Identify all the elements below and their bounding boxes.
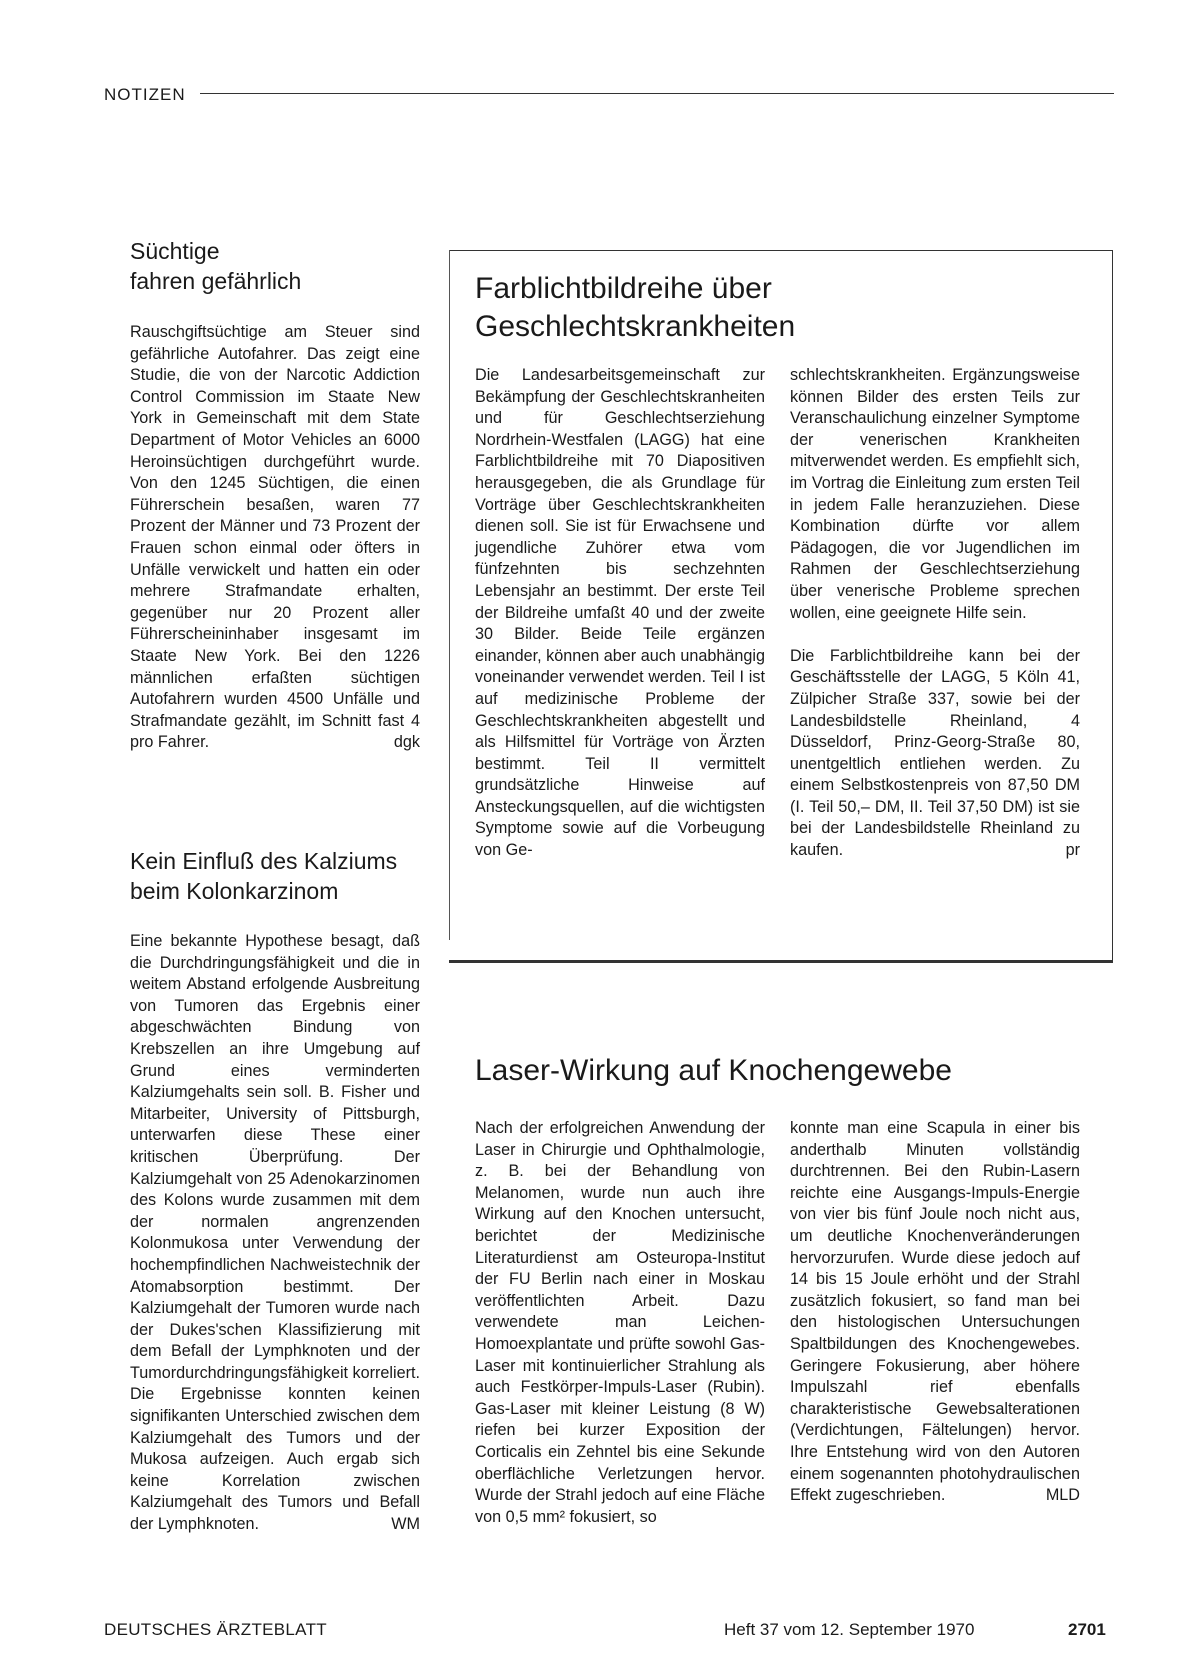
article-farblicht-title-2: Geschlechtskrankheiten <box>475 310 796 343</box>
article-suechtige-body: Rauschgiftsüchtige am Steuer sind gefährliche Autofahrer. Das zeigt eine Studie, die von der Narcotic Addiction Control Commission im Staate New York in Gemeinschaft mit dem State Department of Motor Vehicles an 6000 Heroinsüchtigen durchgeführt wurde. Von den 1245 Süchtigen, die einen Führerschein besaßen, waren 77 Prozent der Männer und 73 Prozent der Frauen schon einmal oder öfters in Unfälle verwickelt und hatten ein oder mehrere Strafmandate erhalten, gegenüber nur 20 Prozent aller Führerscheininhaber insgesamt im Staate New York. Bei den 1226 männlichen erfaßten süchtigen Autofahrern wurden 4500 Unfälle und Strafmandate gezählt, im Schnitt fast 4 pro Fahrer. <box>130 323 420 752</box>
article-kalzium <box>130 846 420 906</box>
article-laser-col2-text: konnte man eine Scapula in einer bis anderthalb Minuten vollständig durchtrennen. Bei den Rubin-Lasern reichte eine Ausgangs-Impuls-Energie von vier bis fünf Joule noch nicht aus, um deutliche Knochenveränderungen hervorzurufen. Wurde diese jedoch auf 14 bis 15 Joule erhöht und der Strahl zusätzlich fokusiert, so fand man bei den histologischen Untersuchungen Spaltbildungen des Knochengewebes. Geringere Fokusierung, aber höhere Impulszahl rief ebenfalls charakteristische Gewebsalterationen (Verdichtungen, Fältelungen) hervor. Ihre Entstehung wird von den Autoren einem sogenannten photohydraulischen Effekt zugeschrieben. <box>790 1119 1080 1505</box>
article-farblicht-box-left-rule <box>449 250 450 940</box>
article-laser-title: Laser-Wirkung auf Knochengewebe <box>475 1054 952 1087</box>
article-kalzium-signature: WM <box>391 1515 420 1534</box>
article-farblicht-col2-p2: Die Farblichtbildreihe kann bei der Geschäftsstelle der LAGG, 5 Köln 41, Zülpicher Straße 337, sowie bei der Landesbildstelle Rheinland, 4 Düsseldorf, Prinz-Georg-Straße 80, unentgeltlich entliehen werden. Zu einem Selbstkostenpreis von 87,50 DM (I. Teil 50,– DM, II. Teil 37,50 DM) ist sie bei der Landesbildstelle Rheinland zu kaufen. <box>790 646 1080 860</box>
article-farblicht-col1 <box>475 365 765 862</box>
footer-journal: DEUTSCHES ÄRZTEBLATT <box>104 1620 327 1639</box>
article-farblicht-signature: pr <box>1065 841 1080 860</box>
article-suechtige-title-2: fahren gefährlich <box>130 268 302 294</box>
section-header: NOTIZEN <box>104 85 186 104</box>
header-rule <box>200 93 1114 94</box>
article-farblicht-title <box>475 270 1095 346</box>
article-suechtige-body-block <box>130 322 420 754</box>
article-farblicht-col2 <box>790 365 1080 862</box>
footer-page-number: 2701 <box>1068 1620 1106 1639</box>
article-suechtige-signature: dgk <box>393 733 420 752</box>
article-kalzium-title-1: Kein Einfluß des Kalziums <box>130 848 398 874</box>
article-farblicht-col1-text: Die Landesarbeitsgemeinschaft zur Bekämpfung der Geschlechtskranheiten und für Geschlechtserziehung Nordrhein-Westfalen (LAGG) hat eine Farblichtbildreihe mit 70 Diapositiven herausgegeben, die als Grundlage für Vorträge über Geschlechtskrankheiten dienen soll. Sie ist für Erwachsene und jugendliche Zuhörer etwa vom fünfzehnten bis sechzehnten Lebensjahr an bestimmt. Der erste Teil der Bildreihe umfaßt 40 und der zweite 30 Bilder. Beide Teile ergänzen einander, können aber auch unabhängig voneinander verwendet werden. Teil I ist auf medizinische Probleme der Geschlechtskrankheiten abgestellt und als Hilfsmittel für Vorträge von Ärzten bestimmt. Teil II vermittelt grundsätzliche Hinweise auf Ansteckungsquellen, auf die wichtigsten Symptome sowie auf die Vorbeugung von Ge- <box>475 366 765 860</box>
article-laser-col2 <box>790 1118 1080 1507</box>
article-laser-signature: MLD <box>1045 1486 1080 1505</box>
article-farblicht-col2-p1: schlechtskrankheiten. Ergänzungsweise können Bilder des ersten Teils zur Veranschaulichung einzelner Symptome der venerischen Krankheiten mitverwendet werden. Es empfiehlt sich, im Vortrag die Einleitung zum ersten Teil in jedem Falle heranzuziehen. Diese Kombination dürfte vor allem Pädagogen, die vor Jugendlichen im Rahmen der Geschlechtserziehung über venerische Probleme sprechen wollen, eine geeignete Hilfe sein. <box>790 366 1080 622</box>
article-kalzium-body: Eine bekannte Hypothese besagt, daß die Durchdringungsfähigkeit und die in weitem Abstand erfolgende Ausbreitung von Tumoren das Ergebnis einer abgeschwächten Bindung von Krebszellen an ihre Umgebung auf Grund eines verminderten Kalziumgehalts sein soll. B. Fisher und Mitarbeiter, University of Pittsburgh, unterwarfen diese These einer kritischen Überprüfung. Der Kalziumgehalt von 25 Adenokarzinomen des Kolons wurde zusammen mit dem der normalen angrenzenden Kolonmukosa unter Verwendung der hochempfindlichen Nachweistechnik der Atomabsorption bestimmt. Der Kalziumgehalt der Tumoren wurde nach der Dukes'schen Klassifizierung mit dem Befall der Lymphknoten und der Tumordurchdringungsfähigkeit korreliert. Die Ergebnisse konnten keinen signifikanten Unterschied zwischen dem Kalziumgehalt des Tumors und der Mukosa aufzeigen. Auch ergab sich keine Korrelation zwischen Kalziumgehalt des Tumors und Befall der Lymphknoten. <box>130 932 421 1534</box>
article-laser-col1-text: Nach der erfolgreichen Anwendung der Laser in Chirurgie und Ophthalmologie, z. B. bei der Behandlung von Melanomen, wurde nun auch ihre Wirkung auf den Knochen untersucht, berichtet der Medizinische Literaturdienst am Osteuropa-Institut der FU Berlin nach einer in Moskau veröffentlichten Arbeit. Dazu verwendete man Leichen-Homoexplantate und prüfte sowohl Gas-Laser mit kontinuierlicher Strahlung als auch Festkörper-Impuls-Laser (Rubin). Gas-Laser mit kleiner Leistung (8 W) riefen bei kurzer Exposition der Corticalis ein Zehntel bis eine Sekunde oberflächliche Verletzungen hervor. Wurde der Strahl jedoch auf eine Fläche von 0,5 mm² fokusiert, so <box>475 1119 765 1526</box>
article-suechtige-title-1: Süchtige <box>130 238 220 264</box>
footer-issue: Heft 37 vom 12. September 1970 <box>724 1620 975 1639</box>
article-kalzium-title-2: beim Kolonkarzinom <box>130 878 339 904</box>
article-farblicht-title-1: Farblichtbildreihe über <box>475 272 772 305</box>
article-laser-col1 <box>475 1118 765 1528</box>
article-kalzium-body-block <box>130 931 420 1536</box>
article-suechtige <box>130 236 420 296</box>
